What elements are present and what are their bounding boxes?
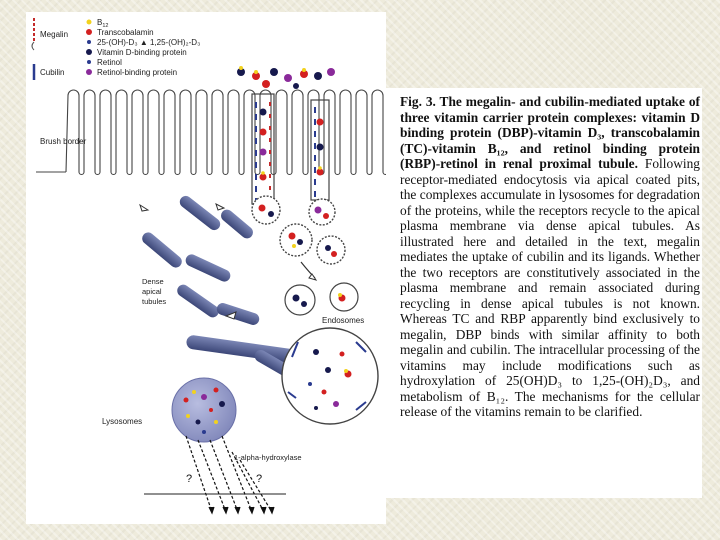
- dense-apical-tubules: [140, 193, 304, 384]
- vitd-legend-dot: [87, 40, 91, 44]
- legend: [32, 18, 200, 80]
- rbp-legend-label: Retinol-binding protein: [97, 68, 178, 77]
- endosomes-label: Endosomes: [322, 316, 365, 325]
- megalin-legend-label: Megalin: [40, 30, 69, 39]
- question-mark-right: ?: [256, 473, 263, 485]
- vitamin-uptake-diagram: [26, 12, 386, 524]
- dense-label-line3: tubules: [142, 297, 167, 306]
- coated-vesicles: [252, 196, 358, 315]
- caption-panel: [386, 88, 702, 498]
- rbp-legend-dot: [86, 69, 92, 75]
- figure-caption: [400, 94, 700, 420]
- retinol-legend-dot: [87, 60, 91, 64]
- hydroxylase-label: 1-alpha-hydroxylase: [234, 453, 302, 462]
- megalin-legend-icon: [32, 18, 34, 50]
- brush-border: [36, 90, 386, 174]
- endosome: [282, 328, 378, 424]
- transcobalamin-legend-dot: [86, 29, 92, 35]
- retinol-legend-label: Retinol: [97, 58, 122, 67]
- extracellular-ligands: [237, 66, 335, 89]
- caption-body: Following receptor-mediated endocytosis via apical coated pits, the complexes accumulate in lysosomes for degradation of the proteins, while the receptors recycle to the apical plasma membrane via dense apical tubules. As illustrated here and detailed in the text, megalin mediates the uptake of cubilin and its ligands. Whether the two receptors are constitutively associated in the plasma membrane and remain associated during recycling in dense apical tubules is not known. Whereas TC and RBP apparently bind exclusively to megalin, DBP binds with similar affinity to both megalin and cubilin. The intracellular processing of the vitamins may include modifications such as hydroxylation of 25(OH)D₃ to 1,25-(OH)₂D₃, and metabolism of B₁₂. The mechanisms for the cellular release of the vitamins remain to be clarified.: [400, 156, 700, 419]
- brush-border-label: Brush border: [40, 137, 87, 146]
- dbp-legend-dot: [86, 49, 92, 55]
- dense-label-line1: Dense: [142, 277, 164, 286]
- figure-panel: [26, 12, 386, 524]
- lysosome: [172, 378, 236, 442]
- caption-title: Fig. 3. The megalin- and cubilin-mediated uptake of three vitamin carrier protein complexes: vitamin D binding protein (DBP)-vitamin D₃, transcobalamin (TC)-vitamin B₁₂, and retinol binding protein (RBP)-retinol in renal proximal tubule.: [400, 94, 700, 171]
- b12-legend-dot: [87, 20, 92, 25]
- lysosomes-label: Lysosomes: [102, 417, 143, 426]
- cubilin-legend-label: Cubilin: [40, 68, 65, 77]
- dbp-legend-label: Vitamin D-binding protein: [97, 48, 187, 57]
- coated-pit: [252, 94, 329, 204]
- question-mark-left: ?: [186, 473, 193, 485]
- transcobalamin-legend-label: Transcobalamin: [97, 28, 154, 37]
- b12-legend-label: $B_{12}$: [97, 18, 109, 29]
- vitd-legend-label: 25-(OH)-D₃ ▲ 1,25-(OH)₂-D₃: [97, 38, 201, 47]
- dense-label-line2: apical: [142, 287, 162, 296]
